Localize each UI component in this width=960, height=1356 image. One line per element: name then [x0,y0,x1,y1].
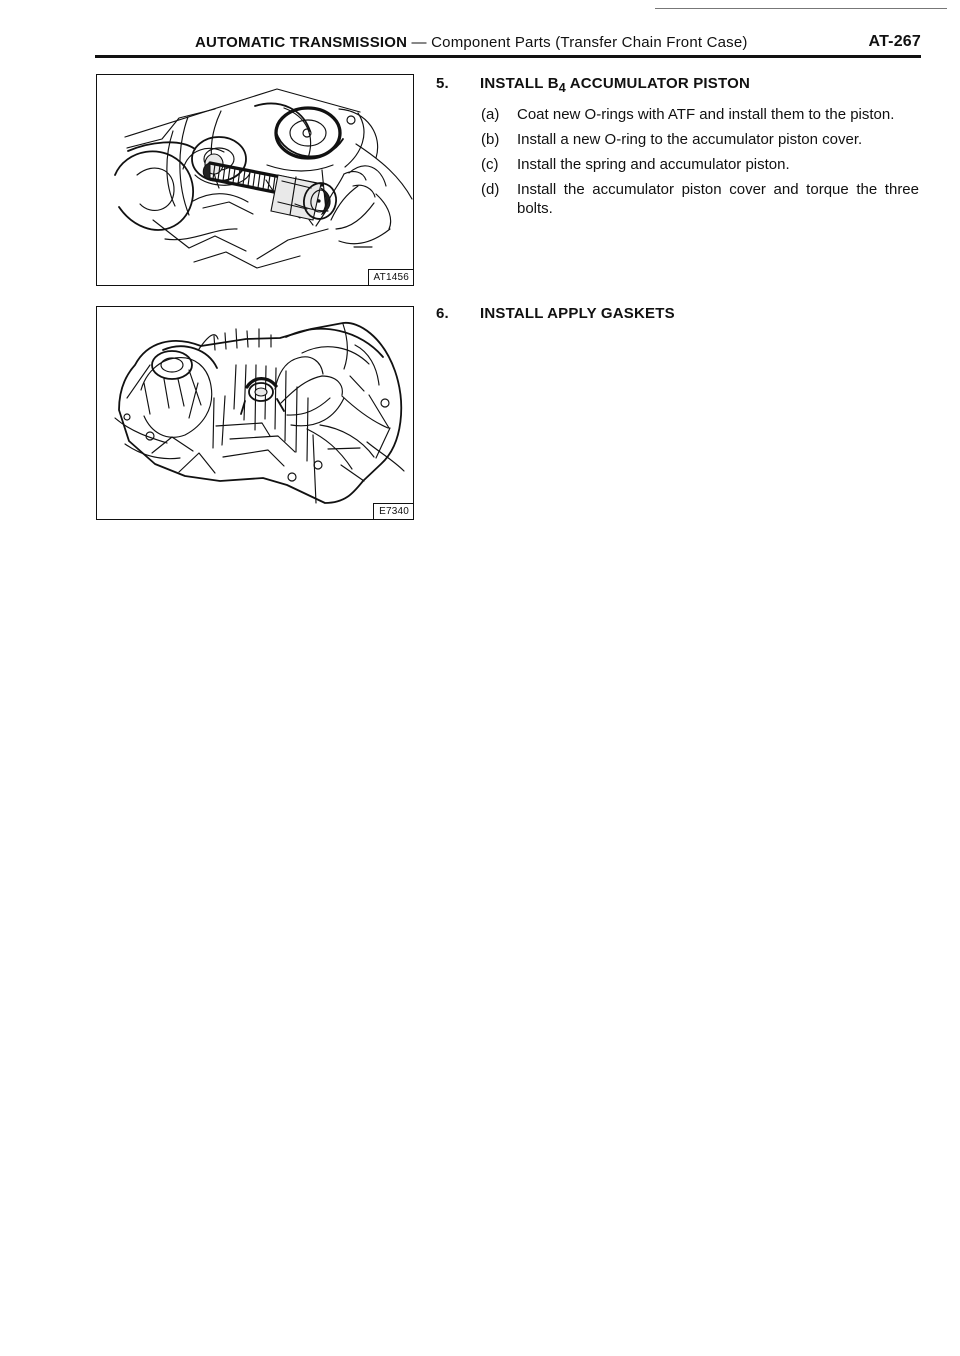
title-prefix: INSTALL [480,75,548,92]
title-separator: — [407,34,432,51]
substep-c [436,155,924,174]
subject-title: Component Parts (Transfer Chain Front Case) [431,34,748,51]
page-number: AT-267 [868,33,921,50]
install-apply-gaskets-step [436,304,924,323]
component-symbol: B [547,75,559,92]
substep-label: (b) [481,131,500,148]
step-5-heading [436,74,924,98]
step-number: 5. [436,75,449,92]
substep-text: Install the accumulator piston cover and torque the three bolts. [517,181,919,217]
substep-label: (c) [481,156,499,173]
install-b4-accumulator-piston-step [436,74,924,224]
transfer-case-gasket-drawing [97,307,413,519]
substep-text: Install the spring and accumulator piston. [517,156,790,173]
substep-text: Install a new O-ring to the accumulator piston cover. [517,131,863,148]
technician-hand [275,357,404,471]
title-suffix: ACCUMULATOR PISTON [565,75,751,92]
substep-text: Coat new O-rings with ATF and install them to the piston. [517,106,895,123]
section-title: AUTOMATIC TRANSMISSION [195,34,408,51]
step-title: INSTALL APPLY GASKETS [480,305,675,322]
running-title [95,34,748,51]
accumulator-substeps [436,105,924,218]
gasket-installation-illustration [96,306,414,520]
page-header [95,30,921,58]
figure-code-e7340: E7340 [373,503,413,519]
accumulator-piston-drawing [97,75,413,285]
substep-b [436,130,924,149]
step-6-heading [436,304,924,323]
substep-label: (d) [481,181,500,198]
substep-a [436,105,924,124]
step-title [480,74,750,98]
apply-gasket [241,379,284,414]
scan-top-rule [655,8,947,9]
substep-d [436,180,924,218]
substep-label: (a) [481,106,500,123]
component-subscript: 4 [558,81,566,95]
step-number: 6. [436,305,449,322]
accumulator-installation-illustration [96,74,414,286]
figure-code-at1456: AT1456 [368,269,413,285]
